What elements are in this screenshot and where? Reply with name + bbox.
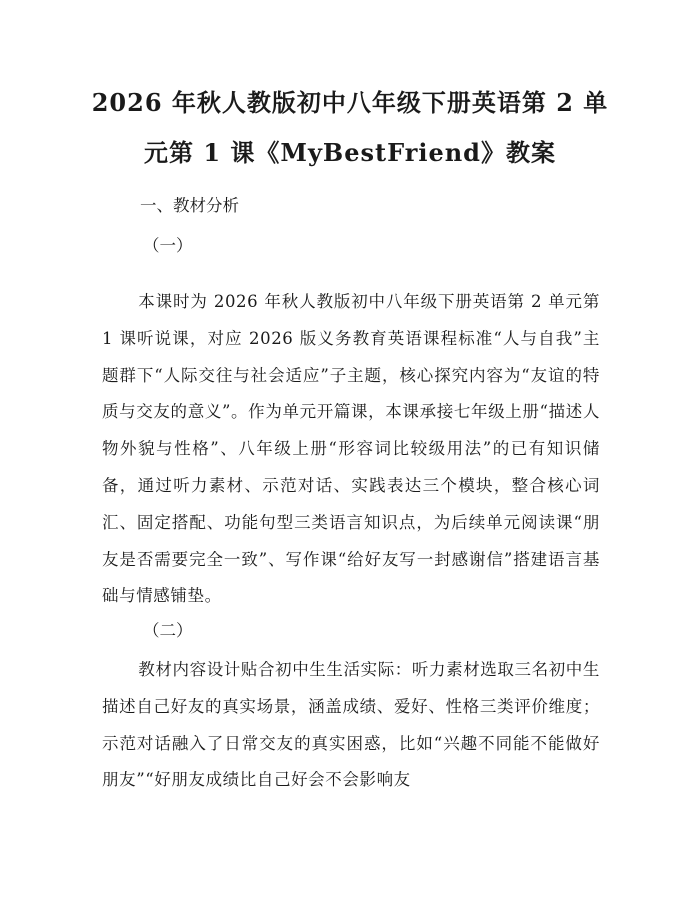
section-heading: 一、教材分析 <box>140 196 239 215</box>
paragraph-2: 教材内容设计贴合初中生生活实际：听力素材选取三名初中生描述自己好友的真实场景，涵盖成绩、爱好、性格三类评价维度；示范对话融入了日常交友的真实困惑，比如“兴趣不同能不能做好朋友”“好朋友成绩比自己好会不会影响友 <box>102 660 600 790</box>
document-title-line-1: 2026 年秋人教版初中八年级下册英语第 2 单 <box>91 88 609 117</box>
document-title-line-2: 元第 1 课《MyBestFriend》教案 <box>144 138 556 167</box>
subsection-heading-1: （一） <box>143 236 193 255</box>
paragraph-1: 本课时为 2026 年秋人教版初中八年级下册英语第 2 单元第 1 课听说课，对应 2026 版义务教育英语课程标准“人与自我”主题群下“人际交往与社会适应”子主题，核心探究内容为“友谊的特质与交友的意义”。作为单元开篇课，本课承接七年级上册“描述人物外貌与性格”、八年级上册“形容词比较级用法”的已有知识储备，通过听力素材、示范对话、实践表达三个模块，整合核心词汇、固定搭配、功能句型三类语言知识点，为后续单元阅读课“朋友是否需要完全一致”、写作课“给好友写一封感谢信”搭建语言基础与情感铺垫。 <box>102 292 600 606</box>
subsection-heading-2: （二） <box>143 621 193 640</box>
